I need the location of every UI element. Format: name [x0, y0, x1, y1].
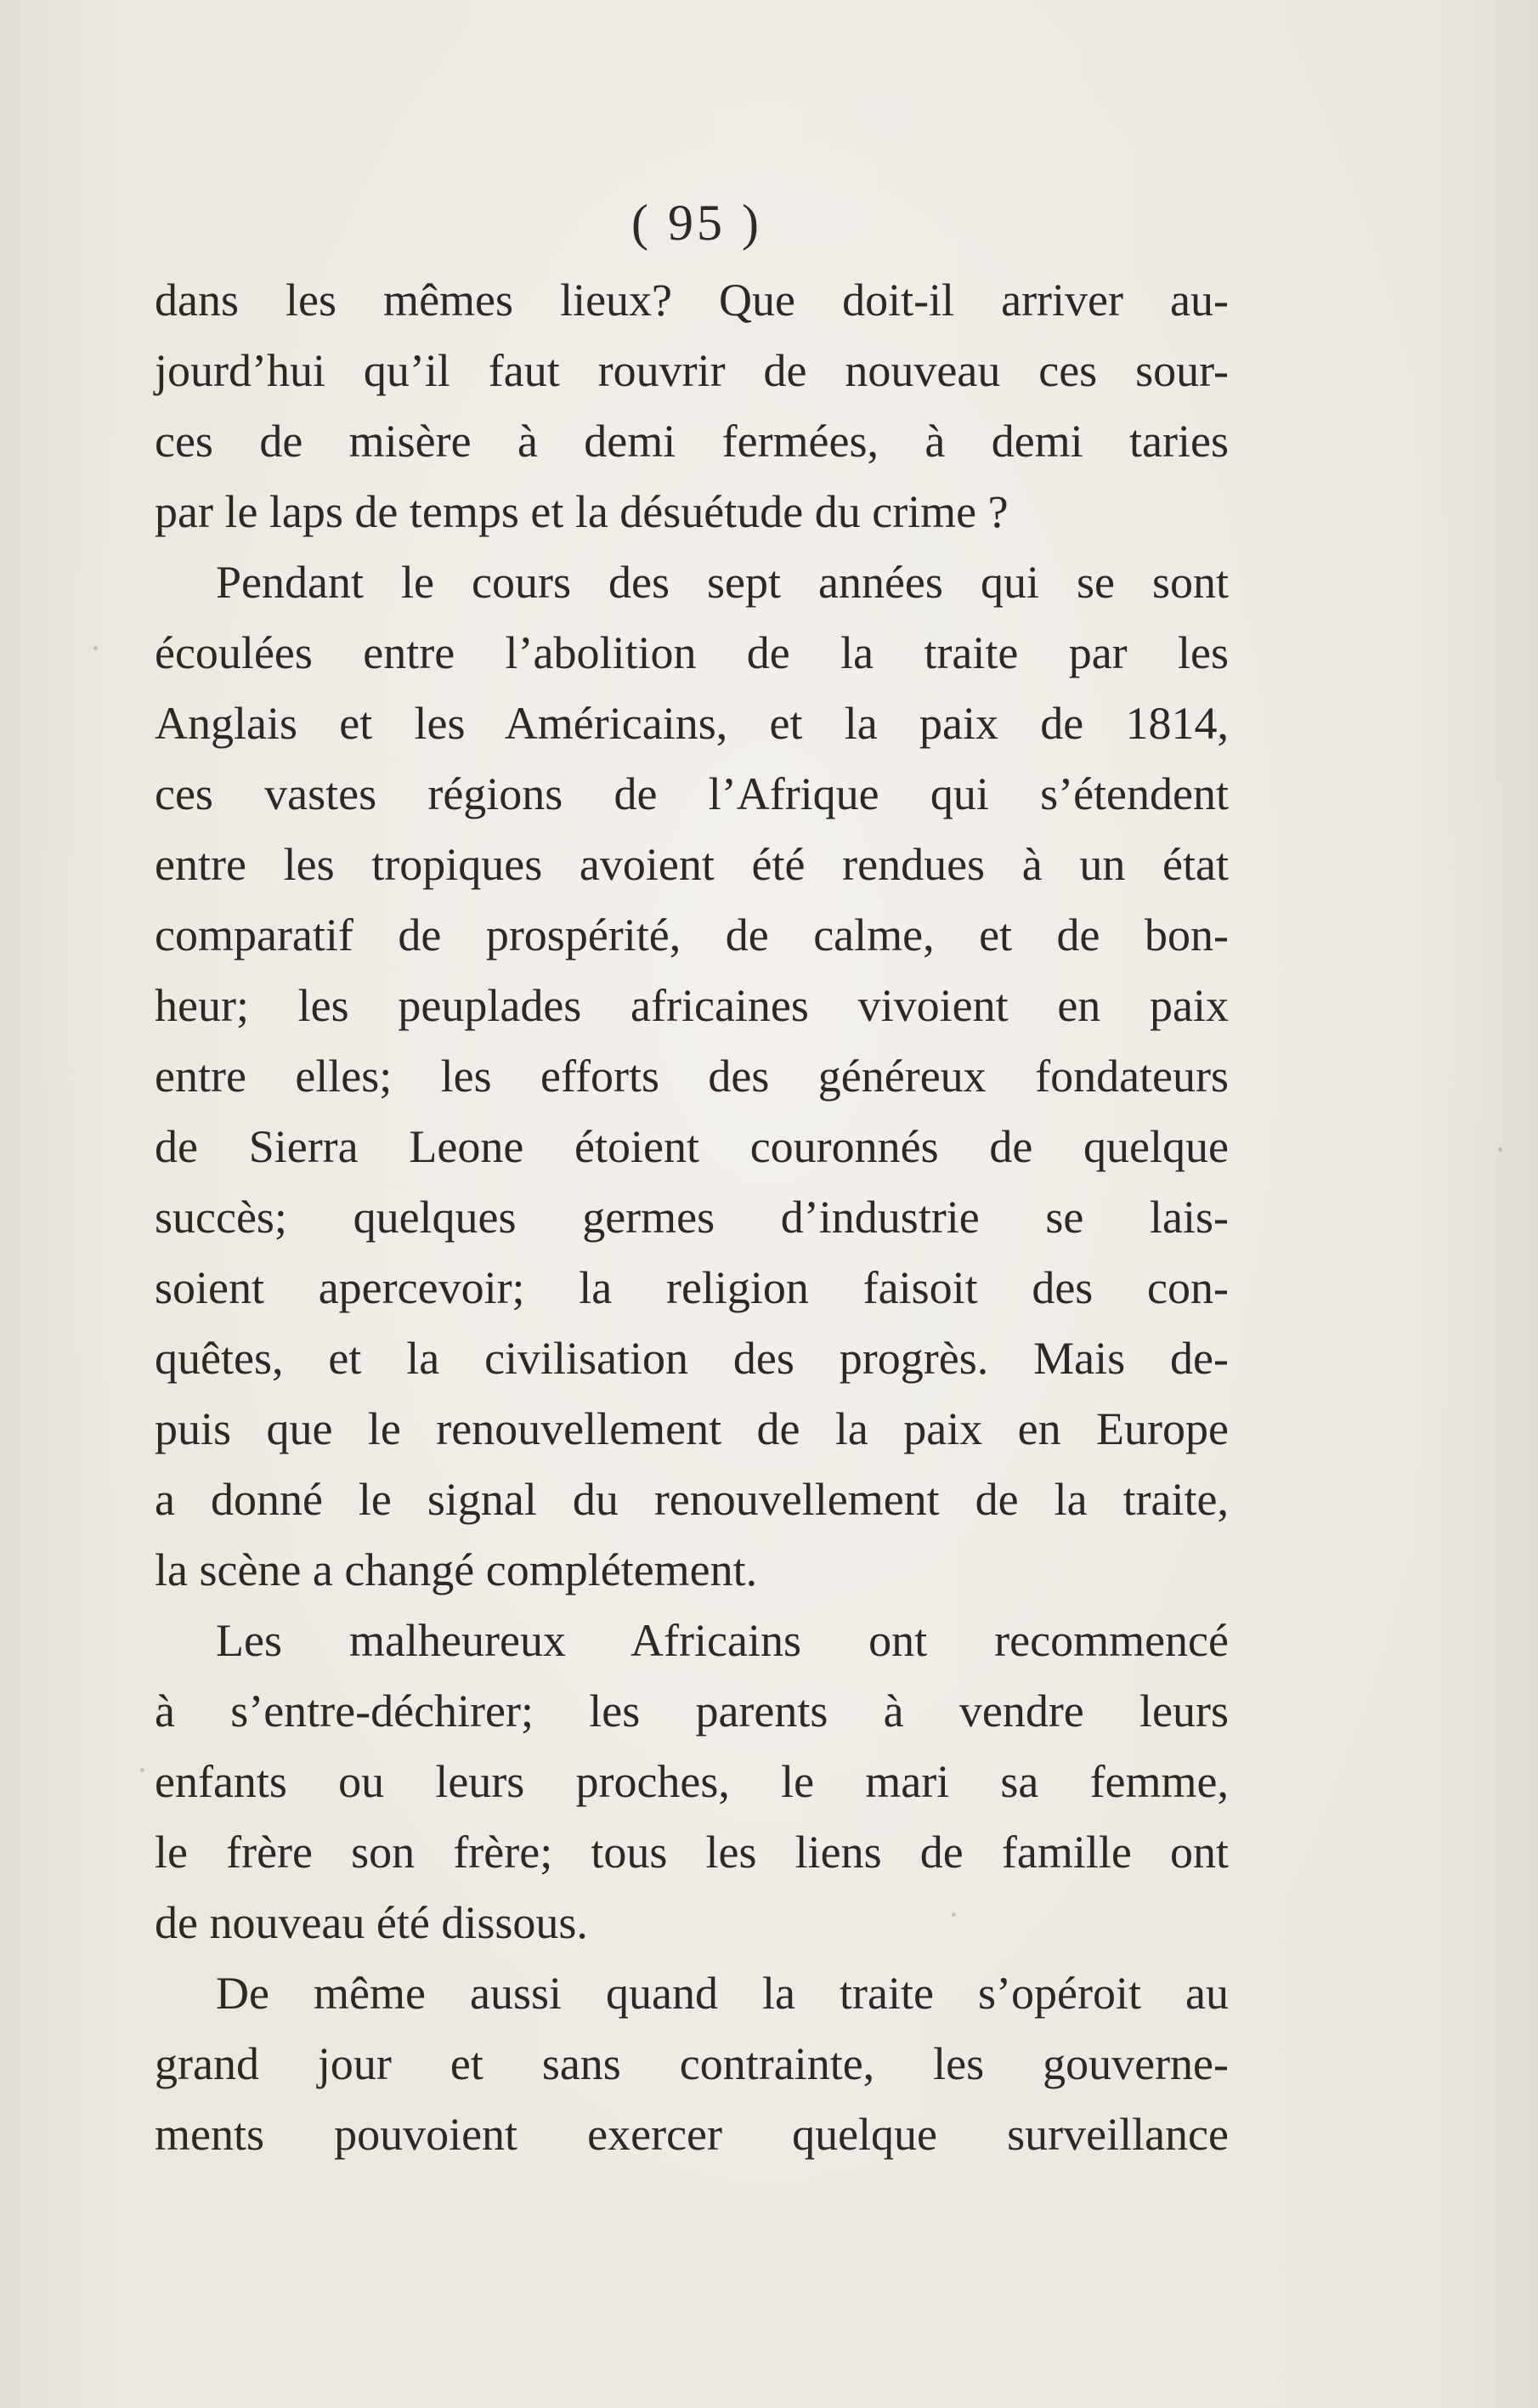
text-line: de nouveau été dissous.: [155, 1897, 588, 1948]
text-line: de Sierra Leone étoient couronnés de quelque: [155, 1121, 1229, 1172]
text-line: heur; les peuplades africaines vivoient en paix: [155, 980, 1229, 1031]
text-line: Anglais et les Américains, et la paix de 1814,: [155, 698, 1229, 749]
body-text: [155, 265, 1229, 2170]
paper-speck: [1498, 1147, 1502, 1152]
text-line: ces de misère à demi fermées, à demi taries: [155, 416, 1229, 467]
text-line: la scène a changé complétement.: [155, 1544, 758, 1595]
text-line: quêtes, et la civilisation des progrès. Mais de-: [155, 1333, 1229, 1384]
text-line: jourd’hui qu’il faut rouvrir de nouveau ces sour-: [155, 345, 1229, 396]
paragraph-start-line: Pendant le cours des sept années qui se sont: [216, 557, 1229, 608]
text-line: à s’entre-déchirer; les parents à vendre leurs: [155, 1686, 1229, 1737]
text-line: ces vastes régions de l’Afrique qui s’étendent: [155, 768, 1229, 819]
text-line: entre elles; les efforts des généreux fondateurs: [155, 1051, 1229, 1102]
paragraph-start-line: Les malheureux Africains ont recommencé: [216, 1615, 1229, 1666]
text-line: succès; quelques germes d’industrie se lais-: [155, 1192, 1229, 1243]
text-line: entre les tropiques avoient été rendues à un état: [155, 839, 1229, 890]
paper-speck: [93, 646, 98, 650]
text-line: comparatif de prospérité, de calme, et de bon-: [155, 909, 1229, 960]
text-line: écoulées entre l’abolition de la traite par les: [155, 627, 1229, 678]
text-line: ments pouvoient exercer quelque surveillance: [155, 2109, 1229, 2160]
text-line: par le laps de temps et la désuétude du crime ?: [155, 486, 1009, 537]
text-line: puis que le renouvellement de la paix en Europe: [155, 1403, 1229, 1454]
paper-speck: [952, 1912, 956, 1917]
text-line: a donné le signal du renouvellement de la traite,: [155, 1474, 1229, 1525]
page-number: ( 95 ): [631, 195, 762, 251]
text-line: enfants ou leurs proches, le mari sa femme,: [155, 1756, 1229, 1807]
text-line: soient apercevoir; la religion faisoit des con-: [155, 1262, 1229, 1313]
paper-speck: [140, 1768, 144, 1772]
text-line: dans les mêmes lieux? Que doit-il arriver au-: [155, 275, 1229, 326]
text-line: le frère son frère; tous les liens de famille ont: [155, 1827, 1229, 1878]
text-line: grand jour et sans contrainte, les gouverne-: [155, 2038, 1229, 2089]
paragraph-start-line: De même aussi quand la traite s’opéroit au: [216, 1968, 1229, 2019]
